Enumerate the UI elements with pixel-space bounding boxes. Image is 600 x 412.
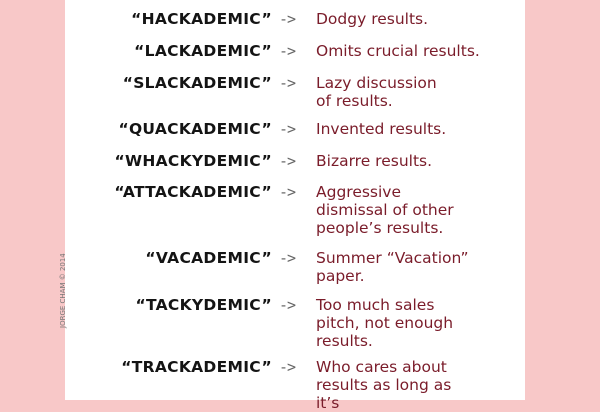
comic-panel bbox=[59, 0, 525, 412]
definition-quackademic: Invented results. bbox=[316, 120, 447, 138]
arrow-icon: -> bbox=[279, 10, 296, 28]
arrow-icon: -> bbox=[279, 183, 296, 201]
term-hackademic: “HACKADEMIC” bbox=[131, 10, 272, 28]
arrow-icon: -> bbox=[279, 249, 296, 267]
term-quackademic: “QUACKADEMIC” bbox=[118, 120, 272, 138]
definition-tackydemic: Too much sales pitch, not enough results. bbox=[316, 296, 454, 350]
arrow-icon: -> bbox=[279, 358, 296, 376]
term-trackademic: “TRACKADEMIC” bbox=[121, 358, 272, 376]
term-tackydemic: “TACKYDEMIC” bbox=[135, 296, 272, 314]
term-attackademic: “ATTACKADEMIC” bbox=[114, 183, 272, 201]
arrow-icon: -> bbox=[279, 152, 296, 170]
definition-vacademic: Summer “Vacation” paper. bbox=[316, 249, 469, 285]
definition-slackademic: Lazy discussion of results. bbox=[316, 74, 437, 110]
definition-attackademic: Aggressive dismissal of other people’s results. bbox=[316, 183, 454, 237]
copyright-credit: JORGE CHAM © 2014 bbox=[59, 253, 67, 328]
arrow-icon: -> bbox=[279, 296, 296, 314]
term-whackydemic: “WHACKYDEMIC” bbox=[114, 152, 272, 170]
definition-lackademic: Omits crucial results. bbox=[316, 42, 480, 60]
arrow-icon: -> bbox=[279, 74, 296, 92]
definition-whackydemic: Bizarre results. bbox=[316, 152, 433, 170]
definition-trackademic: Who cares about results as long as it’s bbox=[316, 358, 452, 412]
term-lackademic: “LACKADEMIC” bbox=[134, 42, 272, 60]
definition-hackademic: Dodgy results. bbox=[316, 10, 429, 28]
term-slackademic: “SLACKADEMIC” bbox=[122, 74, 272, 92]
arrow-icon: -> bbox=[279, 120, 296, 138]
arrow-icon: -> bbox=[279, 42, 296, 60]
term-vacademic: “VACADEMIC” bbox=[145, 249, 272, 267]
